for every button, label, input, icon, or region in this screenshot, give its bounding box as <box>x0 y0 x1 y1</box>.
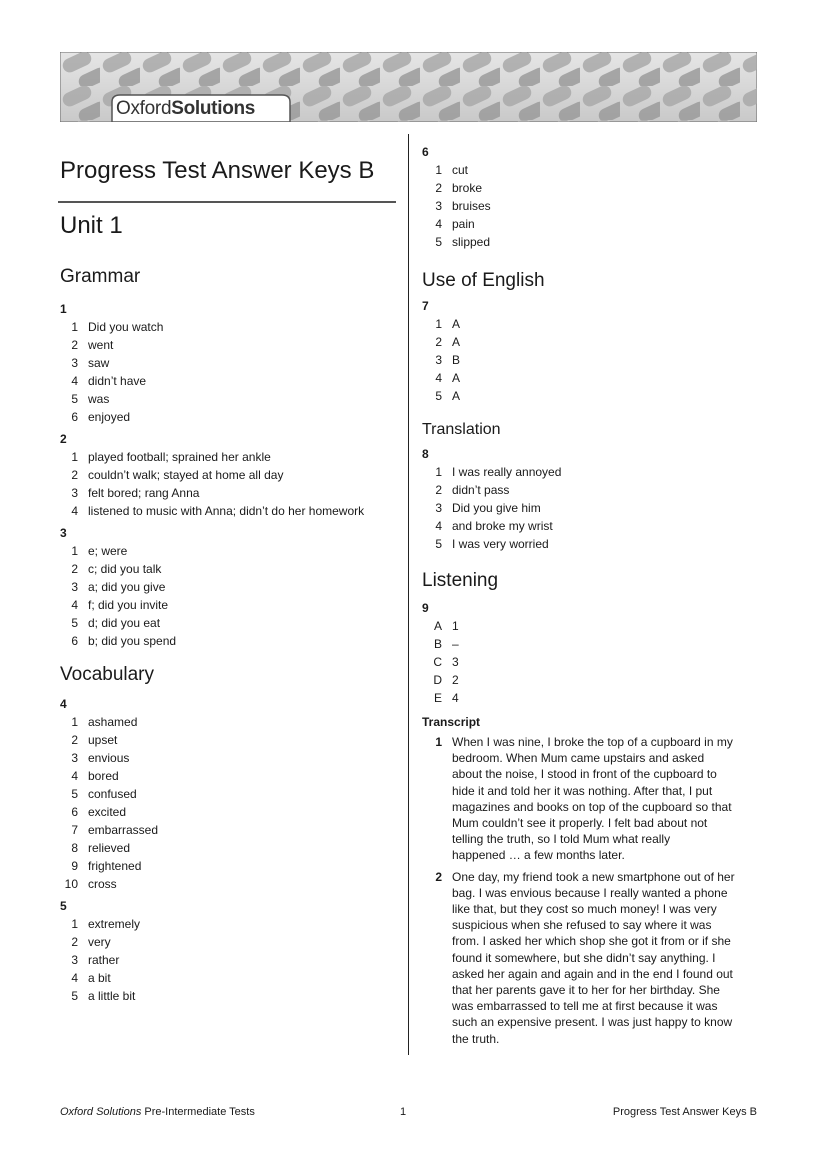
item-number: 5 <box>71 989 78 1003</box>
brand-regular: Oxford <box>116 98 172 119</box>
column-divider <box>408 134 409 1055</box>
answer-item <box>60 987 400 1005</box>
item-number: 3 <box>71 356 78 370</box>
item-number: 3 <box>71 486 78 500</box>
item-text: d; did you eat <box>88 616 161 630</box>
section-listening: Listening <box>422 570 499 591</box>
question-8 <box>422 447 762 553</box>
transcript-line: asked her again and again and in the end I found out <box>452 966 733 981</box>
answer-item <box>60 318 400 336</box>
answer-item <box>422 617 762 635</box>
item-number: 5 <box>435 537 442 551</box>
item-number: 5 <box>435 389 442 403</box>
answer-item <box>422 517 762 535</box>
item-number: 3 <box>435 501 442 515</box>
item-number: 7 <box>71 823 78 837</box>
transcript-paragraph-1 <box>422 734 762 864</box>
section-grammar: Grammar <box>60 266 141 287</box>
item-text: saw <box>88 356 110 370</box>
question-5 <box>60 899 400 1005</box>
item-number: 3 <box>435 353 442 367</box>
item-text: Did you watch <box>88 320 164 334</box>
item-letter: B <box>433 637 442 651</box>
answer-item <box>60 560 400 578</box>
item-text: pain <box>452 217 475 231</box>
item-text: bruises <box>452 199 491 213</box>
transcript-line: the truth. <box>452 1031 500 1046</box>
item-text: a little bit <box>88 989 136 1003</box>
item-text: confused <box>88 787 137 801</box>
question-number: 2 <box>60 432 67 446</box>
item-number: 3 <box>71 580 78 594</box>
transcript-line: Mum couldn’t see it properly. I felt bad about not <box>452 816 708 831</box>
item-number: 6 <box>71 410 78 424</box>
answer-item <box>60 372 400 390</box>
answer-item <box>60 731 400 749</box>
answer-item <box>422 463 762 481</box>
item-number: 2 <box>71 468 78 482</box>
answer-item <box>60 875 400 893</box>
answer-item <box>60 749 400 767</box>
item-number: 4 <box>71 504 78 518</box>
item-number: 2 <box>435 181 442 195</box>
answer-item <box>422 481 762 499</box>
answer-item <box>60 596 400 614</box>
item-number: 1 <box>71 544 78 558</box>
item-number: 4 <box>435 371 442 385</box>
item-text: went <box>88 338 114 352</box>
answer-item <box>422 535 762 553</box>
answer-item <box>60 502 400 520</box>
answer-item <box>60 839 400 857</box>
answer-item <box>422 315 762 333</box>
paragraph-number: 2 <box>435 869 442 884</box>
item-letter: A <box>433 619 442 633</box>
item-text: – <box>452 637 459 651</box>
answer-item <box>60 354 400 372</box>
item-number: 10 <box>64 877 78 891</box>
answer-item <box>60 336 400 354</box>
transcript-heading: Transcript <box>422 715 481 729</box>
item-text: very <box>88 935 111 949</box>
paragraph-text <box>452 869 750 1047</box>
item-text: was <box>88 392 110 406</box>
footer-doc-title: Progress Test Answer Keys B <box>612 1106 757 1118</box>
item-text: embarrassed <box>88 823 159 837</box>
item-text: ashamed <box>88 715 138 729</box>
paragraph-number: 1 <box>435 735 442 749</box>
answer-list <box>422 315 762 405</box>
item-text: e; were <box>88 544 128 558</box>
item-text: A <box>452 389 461 403</box>
item-text: rather <box>88 953 120 967</box>
item-text: broke <box>452 181 483 195</box>
answer-item <box>60 933 400 951</box>
left-column <box>60 150 400 1005</box>
item-letter: D <box>433 673 442 687</box>
item-text: didn’t have <box>88 374 147 388</box>
transcript-line: about the noise, I stood in front of the cupboard to <box>452 767 717 782</box>
item-number: 1 <box>71 917 78 931</box>
item-number: 5 <box>71 392 78 406</box>
item-text: b; did you spend <box>88 634 177 648</box>
item-number: 5 <box>71 616 78 630</box>
item-number: 5 <box>435 235 442 249</box>
item-number: 4 <box>435 519 442 533</box>
paragraph-text <box>452 734 750 864</box>
question-number: 9 <box>422 601 429 615</box>
item-text: 4 <box>452 691 459 705</box>
answer-item <box>60 803 400 821</box>
answer-item <box>422 197 762 215</box>
item-text: 2 <box>452 673 459 687</box>
answer-item <box>422 387 762 405</box>
answer-item <box>422 671 762 689</box>
item-number: 5 <box>71 787 78 801</box>
item-text: envious <box>88 751 130 765</box>
item-letter: C <box>433 655 442 669</box>
transcript-line: like that, but they cost so much money! I was very <box>452 902 717 917</box>
section-vocabulary: Vocabulary <box>60 664 155 685</box>
item-number: 1 <box>435 163 442 177</box>
item-number: 3 <box>435 199 442 213</box>
item-text: played football; sprained her ankle <box>88 450 271 464</box>
section-translation: Translation <box>422 421 501 438</box>
question-number: 7 <box>422 299 429 313</box>
item-text: extremely <box>88 917 141 931</box>
answer-list <box>60 448 400 520</box>
item-text: c; did you talk <box>88 562 162 576</box>
question-number: 6 <box>422 145 429 159</box>
item-number: 4 <box>71 598 78 612</box>
item-text: A <box>452 317 461 331</box>
item-text: upset <box>88 733 118 747</box>
question-4 <box>60 697 400 893</box>
item-text: A <box>452 335 461 349</box>
transcript-line: One day, my friend took a new smartphone out of her <box>452 869 735 884</box>
transcript-line: bag. I was envious because I really wanted a phone <box>452 885 728 900</box>
item-number: 2 <box>71 562 78 576</box>
question-number: 1 <box>60 302 67 316</box>
answer-list <box>60 542 400 650</box>
item-number: 1 <box>435 465 442 479</box>
item-text: f; did you invite <box>88 598 169 612</box>
item-number: 3 <box>71 953 78 967</box>
answer-item <box>60 614 400 632</box>
item-text: couldn’t walk; stayed at home all day <box>88 468 284 482</box>
answer-list <box>60 318 400 426</box>
item-number: 2 <box>71 338 78 352</box>
item-number: 6 <box>71 634 78 648</box>
item-number: 2 <box>435 335 442 349</box>
item-number: 2 <box>71 733 78 747</box>
question-2 <box>60 432 400 520</box>
answer-item <box>60 767 400 785</box>
question-6 <box>422 145 762 251</box>
item-text: Did you give him <box>452 501 541 515</box>
item-text: frightened <box>88 859 142 873</box>
page-footer <box>60 1105 757 1119</box>
answer-item <box>60 484 400 502</box>
item-number: 6 <box>71 805 78 819</box>
answer-list <box>422 161 762 251</box>
question-number: 5 <box>60 899 67 913</box>
answer-item <box>60 578 400 596</box>
item-text: a; did you give <box>88 580 166 594</box>
transcript-line: that her parents gave it to her for her birthday. She <box>452 983 720 998</box>
answer-item <box>422 333 762 351</box>
item-number: 2 <box>435 483 442 497</box>
answer-list <box>60 713 400 893</box>
item-text: and broke my wrist <box>452 519 553 533</box>
answer-item <box>422 653 762 671</box>
item-text: I was very worried <box>452 537 549 551</box>
item-number: 4 <box>71 374 78 388</box>
answer-item <box>60 390 400 408</box>
question-1 <box>60 302 400 426</box>
item-text: 3 <box>452 655 459 669</box>
answer-item <box>60 542 400 560</box>
item-text: 1 <box>452 619 459 633</box>
transcript-line: from. I asked her which shop she got it from or if she <box>452 934 731 949</box>
answer-item <box>60 408 400 426</box>
item-text: cut <box>452 163 469 177</box>
title-rule <box>58 201 396 203</box>
transcript-line: such an expensive present. I was just happy to know <box>452 1015 733 1030</box>
answer-item <box>60 951 400 969</box>
right-column <box>422 145 762 1047</box>
transcript-paragraph-2 <box>422 869 762 1047</box>
answer-list <box>422 463 762 553</box>
answer-item <box>60 857 400 875</box>
question-number: 3 <box>60 526 67 540</box>
footer-book-rest: Pre-Intermediate Tests <box>141 1106 255 1118</box>
section-use-of-english: Use of English <box>422 270 545 291</box>
answer-item <box>422 351 762 369</box>
item-text: didn’t pass <box>452 483 510 497</box>
item-text: a bit <box>88 971 111 985</box>
transcript-line: found it somewhere, but she didn’t say anything. I <box>452 950 716 965</box>
answer-item <box>60 632 400 650</box>
item-number: 1 <box>71 450 78 464</box>
transcript-line: was embarrassed to tell me at first because it was <box>452 999 718 1014</box>
page-title: Progress Test Answer Keys B <box>60 157 375 184</box>
page-number: 1 <box>400 1106 407 1118</box>
answer-item <box>422 369 762 387</box>
transcript-line: magazines and books on top of the cupboard so that <box>452 799 732 814</box>
answer-item <box>60 448 400 466</box>
item-text: B <box>452 353 461 367</box>
question-3 <box>60 526 400 650</box>
transcript-line: When I was nine, I broke the top of a cupboard in my <box>452 735 733 749</box>
answer-item <box>422 161 762 179</box>
oxford-solutions-logo <box>116 96 255 122</box>
item-text: relieved <box>88 841 131 855</box>
footer-book-title <box>60 1105 255 1119</box>
item-text: enjoyed <box>88 410 131 424</box>
item-number: 2 <box>71 935 78 949</box>
answer-item <box>422 499 762 517</box>
transcript-line: happened … a few months later. <box>452 848 625 863</box>
item-number: 8 <box>71 841 78 855</box>
item-number: 1 <box>71 715 78 729</box>
item-text: felt bored; rang Anna <box>88 486 200 500</box>
transcript-line: hide it and told her it was nothing. After that, I put <box>452 783 713 798</box>
item-text: slipped <box>452 235 491 249</box>
answer-item <box>60 915 400 933</box>
question-7 <box>422 299 762 405</box>
item-text: I was really annoyed <box>452 465 562 479</box>
item-number: 4 <box>71 769 78 783</box>
answer-item <box>422 179 762 197</box>
answer-item <box>422 215 762 233</box>
transcript-line: telling the truth, so I told Mum what really <box>452 832 671 847</box>
item-number: 1 <box>435 317 442 331</box>
item-number: 4 <box>71 971 78 985</box>
answer-item <box>60 969 400 987</box>
question-9 <box>422 601 762 707</box>
unit-title: Unit 1 <box>60 212 123 239</box>
answer-item <box>60 785 400 803</box>
item-number: 1 <box>71 320 78 334</box>
footer-book-italic: Oxford Solutions <box>60 1106 142 1118</box>
item-letter: E <box>433 691 442 705</box>
answer-list <box>422 617 762 707</box>
answer-item <box>60 713 400 731</box>
answer-item <box>422 233 762 251</box>
item-text: excited <box>88 805 127 819</box>
item-text: A <box>452 371 461 385</box>
transcript-line: bedroom. When Mum came upstairs and asked <box>452 751 705 766</box>
brand-bold: Solutions <box>171 98 256 119</box>
item-number: 4 <box>435 217 442 231</box>
answer-item <box>422 689 762 707</box>
answer-list <box>60 915 400 1005</box>
answer-item <box>422 635 762 653</box>
header-banner <box>60 52 757 122</box>
item-number: 3 <box>71 751 78 765</box>
transcript-line: suspicious when she refused to say where it was <box>452 918 712 933</box>
answer-item <box>60 821 400 839</box>
question-number: 8 <box>422 447 429 461</box>
item-text: cross <box>88 877 117 891</box>
item-text: listened to music with Anna; didn’t do her homework <box>88 504 365 518</box>
question-number: 4 <box>60 697 67 711</box>
item-number: 9 <box>71 859 78 873</box>
answer-item <box>60 466 400 484</box>
item-text: bored <box>88 769 119 783</box>
